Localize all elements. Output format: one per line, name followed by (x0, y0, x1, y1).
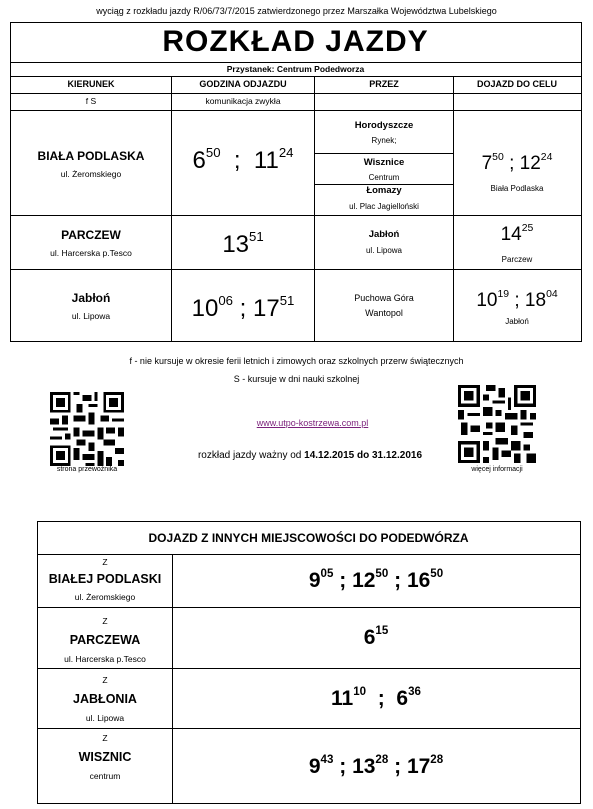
arrival-place: Biała Podlaska (490, 184, 544, 193)
from-place: BIAŁEJ PODLASKI (48, 572, 162, 586)
via-stop-detail: Centrum (368, 173, 400, 182)
divider (38, 668, 580, 669)
qr-code-carrier-site[interactable] (50, 392, 124, 471)
from-marker: Z (102, 616, 108, 626)
service-marks: f S (85, 96, 97, 106)
from-marker: Z (102, 733, 108, 743)
validity-prefix: rozkład jazdy ważny od (197, 450, 305, 461)
divider (11, 110, 581, 111)
divider (38, 728, 580, 729)
validity-range: 14.12.2015 do 31.12.2016 (304, 450, 423, 461)
arrival-times: $7^{50}$ ; $12^{24}$ (481, 152, 553, 174)
qr-code-icon (50, 392, 124, 466)
via-stop: Łomazy (366, 185, 402, 196)
from-street: ul. Harcerska p.Tesco (64, 654, 146, 664)
footnote-s: S - kursuje w dni nauki szkolnej (233, 374, 360, 384)
divider (38, 554, 580, 555)
stop-label: Przystanek: Centrum Podedworza (226, 64, 365, 74)
validity-text (150, 450, 470, 461)
from-place: JABŁONIA (73, 692, 137, 706)
from-street: centrum (89, 771, 121, 781)
from-street: ul. Lipowa (85, 713, 125, 723)
from-marker: Z (102, 557, 108, 567)
direction-street: ul. Harcerska p.Tesco (50, 248, 132, 258)
divider (11, 62, 581, 63)
connections-table-title: DOJAZD Z INNYCH MIEJSCOWOŚCI DO PODEDWÓRZA (148, 531, 469, 545)
other-connections-table (37, 521, 581, 804)
schedule-approval-note: wyciąg z rozkładu jazdy R/06/73/7/2015 zatwierdzonego przez Marszałka Województwa Lubelskiego (96, 6, 497, 16)
arrival-times: $14^{25}$ (500, 223, 534, 245)
footnote-f: f - nie kursuje w okresie ferii letnich i zimowych oraz szkolnych przerw świątecznych (129, 356, 464, 366)
qr-code-icon (458, 385, 536, 463)
qr-left-caption: strona przewoźnika (56, 466, 118, 473)
connection-times: $11^{10}$ ; $6^{36}$ (331, 686, 421, 710)
departure-times: $10^{06}$ ; $17^{51}$ (191, 293, 295, 323)
via-stop: Horodyszcze (354, 120, 414, 131)
connection-times: $9^{43}$ ; $13^{28}$ ; $17^{28}$ (308, 754, 444, 778)
divider (38, 607, 580, 608)
arrival-times: $10^{19}$ ; $18^{04}$ (476, 289, 558, 311)
direction-name: BIAŁA PODLASKA (37, 149, 145, 163)
departure-times: $13^{51}$ (222, 229, 264, 259)
connection-times: $9^{05}$ ; $12^{50}$ ; $16^{50}$ (308, 568, 444, 592)
via-stop: Wisznice (363, 157, 405, 168)
via-stop: Jabłoń (368, 229, 400, 240)
divider (11, 76, 581, 77)
direction-name: Jabłoń (71, 291, 111, 305)
divider (11, 93, 581, 94)
direction-street: ul. Żeromskiego (60, 169, 122, 179)
from-marker: Z (102, 675, 108, 685)
from-place: WISZNIC (78, 750, 132, 764)
divider (11, 215, 581, 216)
carrier-website-link[interactable]: www.utpo-kostrzewa.com.pl (256, 418, 369, 428)
arrival-place: Parczew (501, 255, 533, 264)
via-stop-detail: ul. Plac Jagielloński (349, 202, 419, 211)
via-stop: Wantopol (365, 308, 403, 318)
arrival-place: Jabłoń (505, 317, 529, 326)
column-header-departure: GODZINA ODJAZDU (199, 79, 287, 89)
column-header-direction: KIERUNEK (67, 79, 115, 89)
column-header-arrival: DOJAZD DO CELU (476, 79, 557, 89)
page-title: ROZKŁAD JAZDY (162, 25, 429, 58)
direction-street: ul. Lipowa (71, 311, 111, 321)
departure-times: $6^{50}$ ; $11^{24}$ (192, 145, 294, 175)
qr-code-more-info[interactable] (458, 385, 536, 468)
connection-times: $6^{15}$ (363, 625, 389, 649)
column-header-via: PRZEZ (369, 79, 399, 89)
qr-right-caption: więcej informacji (471, 466, 523, 473)
divider (314, 153, 453, 154)
via-stop-detail: ul. Lipowa (365, 246, 403, 255)
direction-name: PARCZEW (61, 228, 121, 242)
via-stop: Puchowa Góra (354, 293, 414, 303)
timetable (10, 22, 582, 342)
from-place: PARCZEWA (69, 633, 141, 647)
from-street: ul. Żeromskiego (74, 592, 136, 602)
divider (11, 269, 581, 270)
service-type: komunikacja zwykła (205, 96, 281, 106)
via-stop-detail: Rynek; (371, 136, 397, 145)
